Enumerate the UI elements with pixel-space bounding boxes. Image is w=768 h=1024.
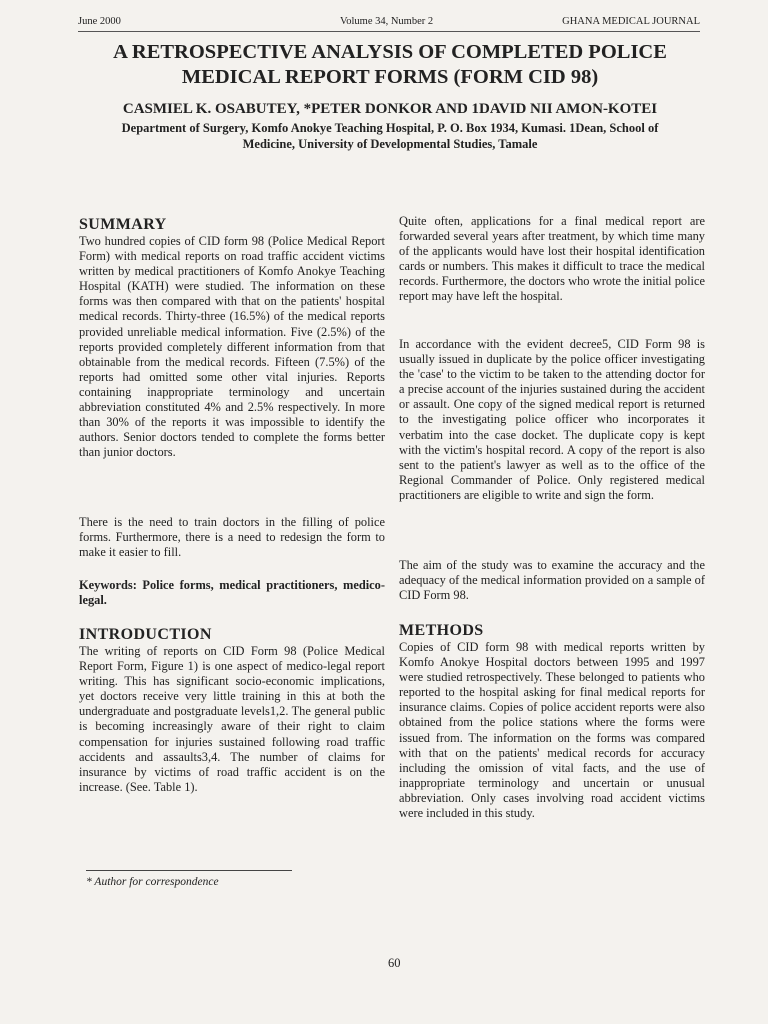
article-title [80,40,700,90]
title-line-1: A RETROSPECTIVE ANALYSIS OF COMPLETED POLICE [113,41,667,63]
header-rule [78,31,700,32]
intro-continued-paragraph-3: The aim of the study was to examine the accuracy and the adequacy of the medical information provided on a sample of CID Form 98. [399,558,705,603]
introduction-paragraph-1: The writing of reports on CID Form 98 (Police Medical Report Form, Figure 1) is one aspect of medico-legal report writing. This has significant socio-economic implications, yet doctors receive very little training in this at both the undergraduate and postgraduate levels1,2. The general public is becoming increasingly aware of their right to claim compensation for injuries sustained following road traffic accidents and assaults3,4. The number of claims for insurance by victims of road traffic accident is on the increase. (See. Table 1). [79,644,385,794]
affiliation-line-1: Department of Surgery, Komfo Anokye Teaching Hospital, P. O. Box 1934, Kumasi. 1Dean, School of [121,121,659,135]
summary-paragraph-2: There is the need to train doctors in the filling of police forms. Furthermore, there is a need to redesign the form to make it easier to fill. [79,515,385,560]
introduction-heading: INTRODUCTION [79,626,212,643]
header-journal: GHANA MEDICAL JOURNAL [562,16,700,27]
header-date: June 2000 [78,16,121,27]
authors: CASMIEL K. OSABUTEY, *PETER DONKOR AND 1DAVID NII AMON-KOTEI [122,101,658,117]
affiliation [76,120,704,152]
running-header [78,16,700,32]
header-volume: Volume 34, Number 2 [340,16,434,27]
footnote: * Author for correspondence [86,876,219,888]
page-number: 60 [388,956,401,970]
methods-paragraph-1: Copies of CID form 98 with medical reports written by Komfo Anokye Hospital doctors between 1995 and 1997 were studied retrospectively. These belonged to patients who reported to the hospital asking for final medical reports for insurance claims. Copies of police accident reports were also obtained from the police stations where the forms were issued from. The information on the forms was compared with that on the patients' medical records for accuracy including the omission of vital facts, and the use of inappropriate terminology and uncertain or unusual abbreviation. Only cases involving road accident victims were included in this study. [399,640,705,821]
intro-continued-paragraph-2: In accordance with the evident decree5, CID Form 98 is usually issued in duplicate by the police officer investigating the 'case' to the victim to be taken to the attending doctor for a precise account of the injuries sustained during the accident or assault. One copy of the signed medical report is returned to the investigating police officer who incorporates it verbatim into the case docket. The duplicate copy is kept with the victim's hospital record. A copy of the report is also sent to the patient's lawyer as well as to the office of the Regional Commander of Police. Only registered medical practitioners are eligible to write and sign the form. [399,337,705,502]
summary-heading: SUMMARY [79,216,167,233]
affiliation-line-2: Medicine, University of Developmental Studies, Tamale [242,137,538,151]
footnote-rule [86,870,292,871]
intro-continued-paragraph-1: Quite often, applications for a final medical report are forwarded several years after treatment, by which time many of the applicants would have lost their hospital identification cards or numbers. This makes it difficult to trace the medical records. Furthermore, the doctors who wrote the initial police report may have left the hospital. [399,214,705,304]
methods-heading: METHODS [399,622,484,639]
keywords: Keywords: Police forms, medical practitioners, medico-legal. [79,578,385,608]
summary-paragraph-1: Two hundred copies of CID form 98 (Police Medical Report Form) with medical reports on road traffic accident victims written by medical practitioners of Komfo Anokye Teaching Hospital (KATH) were studied. The information on these forms was then compared with that on the patients' hospital medical records. Thirty-three (16.5%) of the medical reports provided unreliable medical information. Five (2.5%) of the reports provided completely different information from that obtainable from the medical records. Fifteen (7.5%) of the reports had omitted some other vital injuries. Reports containing inappropriate terminology and uncertain abbreviation constituted 4% and 2.5% respectively. In more than 30% of the reports it was impossible to identify the authors. Senior doctors tended to complete the forms better than junior doctors. [79,234,385,460]
title-line-2: MEDICAL REPORT FORMS (FORM CID 98) [181,66,599,88]
